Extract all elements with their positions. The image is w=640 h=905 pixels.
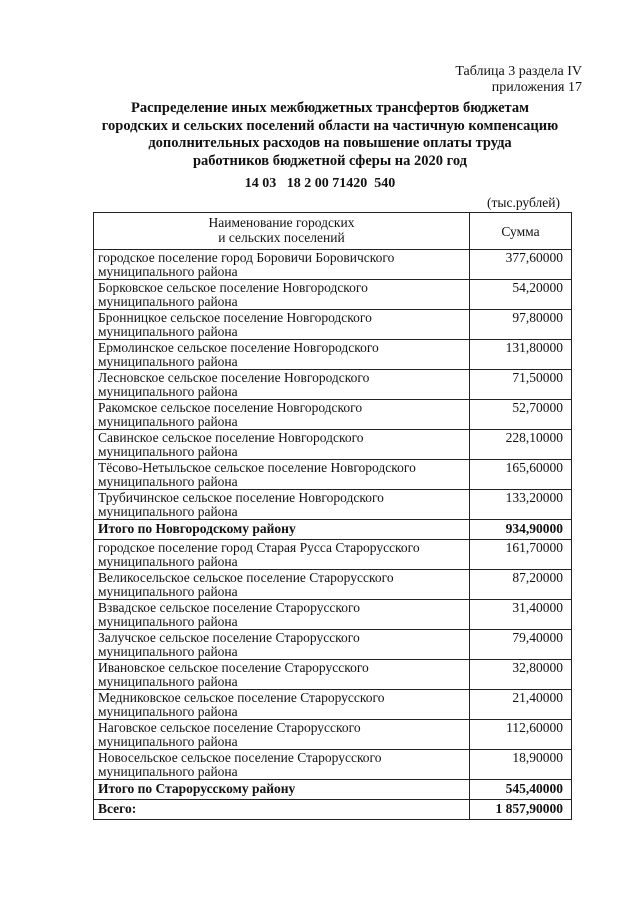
settlement-district-line: муниципального района (98, 503, 238, 519)
settlement-name-line: Великосельское сельское поселение Старорусского (98, 570, 394, 585)
settlement-name-cell (94, 340, 470, 370)
settlement-name-line: Тёсово-Нетыльское сельское поселение Новгородского (98, 460, 416, 475)
settlement-name-cell (94, 310, 470, 340)
settlement-district-line: муниципального района (98, 383, 238, 399)
amount-cell: 97,80000 (470, 310, 572, 340)
table-row (94, 400, 572, 430)
settlement-name-line: Ракомское сельское поселение Новгородского (98, 400, 363, 415)
document-title (60, 100, 600, 170)
amount-cell: 71,50000 (470, 370, 572, 400)
appendix-label: приложения 17 (491, 80, 582, 95)
amount-cell: 21,40000 (470, 690, 572, 720)
title-line: Распределение иных межбюджетных трансфертов бюджетам (131, 100, 529, 116)
total-label-cell: Итого по Новгородскому району (94, 520, 470, 540)
settlement-district-line: муниципального района (98, 733, 238, 749)
settlement-district-line: муниципального района (98, 443, 238, 459)
settlement-name-line: Бронницкое сельское поселение Новгородского (98, 310, 372, 325)
table-reference (455, 64, 582, 96)
table-row (94, 630, 572, 660)
settlement-name-cell (94, 460, 470, 490)
table-row (94, 460, 572, 490)
amount-cell: 32,80000 (470, 660, 572, 690)
settlement-name-line: Савинское сельское поселение Новгородского (98, 430, 364, 445)
table-header-row (94, 213, 572, 250)
table-row (94, 310, 572, 340)
amount-cell: 18,90000 (470, 750, 572, 780)
amount-cell: 165,60000 (470, 460, 572, 490)
column-header-sum: Сумма (470, 213, 572, 250)
table-row (94, 570, 572, 600)
settlement-name-cell (94, 690, 470, 720)
table-row (94, 280, 572, 310)
table-body (94, 250, 572, 820)
settlement-name-cell (94, 750, 470, 780)
settlement-name-line: Взвадское сельское поселение Старорусского (98, 600, 360, 615)
table-number-label: Таблица 3 раздела IV (455, 64, 582, 79)
table-row (94, 340, 572, 370)
settlement-name-line: Медниковское сельское поселение Старорусского (98, 690, 385, 705)
units-label: (тыс.рублей) (487, 195, 560, 210)
column-header-name-line: Наименование городских (208, 215, 355, 230)
settlement-name-line: Трубичинское сельское поселение Новгородского (98, 490, 384, 505)
amount-cell: 133,20000 (470, 490, 572, 520)
total-label-cell: Итого по Старорусскому району (94, 780, 470, 800)
settlement-name-cell (94, 280, 470, 310)
settlement-name-cell (94, 570, 470, 600)
table-row (94, 490, 572, 520)
settlement-name-cell (94, 400, 470, 430)
amount-cell: 228,10000 (470, 430, 572, 460)
table-total-row (94, 780, 572, 800)
settlement-district-line: муниципального района (98, 643, 238, 659)
table-row (94, 600, 572, 630)
amount-cell: 545,40000 (470, 780, 572, 800)
settlement-name-line: Лесновское сельское поселение Новгородского (98, 370, 370, 385)
settlement-district-line: муниципального района (98, 323, 238, 339)
settlement-name-cell (94, 540, 470, 570)
settlement-name-cell (94, 490, 470, 520)
settlement-district-line: муниципального района (98, 413, 238, 429)
settlement-name-line: Ивановское сельское поселение Старорусского (98, 660, 369, 675)
settlement-name-line: Наговское сельское поселение Старорусского (98, 720, 361, 735)
amount-cell: 131,80000 (470, 340, 572, 370)
amount-cell: 377,60000 (470, 250, 572, 280)
settlement-name-line: Борковское сельское поселение Новгородского (98, 280, 368, 295)
total-label-cell: Всего: (94, 800, 470, 820)
column-header-name-line: и сельских поселений (218, 230, 345, 245)
amount-cell: 52,70000 (470, 400, 572, 430)
table-row (94, 430, 572, 460)
amount-cell: 161,70000 (470, 540, 572, 570)
table-row (94, 660, 572, 690)
settlement-name-cell (94, 600, 470, 630)
settlement-name-cell (94, 430, 470, 460)
amount-cell: 54,20000 (470, 280, 572, 310)
settlement-name-cell (94, 250, 470, 280)
settlement-district-line: муниципального района (98, 613, 238, 629)
settlement-district-line: муниципального района (98, 353, 238, 369)
title-line: городских и сельских поселений области на частичную компенсацию (101, 117, 559, 134)
settlement-district-line: муниципального района (98, 763, 238, 779)
settlement-district-line: муниципального района (98, 673, 238, 689)
table-total-row (94, 800, 572, 820)
amount-cell: 87,20000 (470, 570, 572, 600)
settlement-name-line: городское поселение город Старая Русса Старорусского (98, 540, 420, 555)
table-total-row (94, 520, 572, 540)
column-header-name (94, 213, 470, 250)
settlement-name-cell (94, 720, 470, 750)
amount-cell: 79,40000 (470, 630, 572, 660)
transfers-table (93, 212, 572, 820)
settlement-name-line: Ермолинское сельское поселение Новгородского (98, 340, 379, 355)
settlement-district-line: муниципального района (98, 583, 238, 599)
title-line: дополнительных расходов на повышение оплаты труда (148, 135, 512, 151)
settlement-name-cell (94, 630, 470, 660)
table-row (94, 250, 572, 280)
settlement-district-line: муниципального района (98, 473, 238, 489)
settlement-name-line: городское поселение город Боровичи Боровичского (98, 250, 395, 265)
table-row (94, 370, 572, 400)
settlement-name-line: Новосельское сельское поселение Старорусского (98, 750, 382, 765)
amount-cell: 1 857,90000 (470, 800, 572, 820)
table-row (94, 750, 572, 780)
amount-cell: 112,60000 (470, 720, 572, 750)
amount-cell: 934,90000 (470, 520, 572, 540)
settlement-name-cell (94, 660, 470, 690)
settlement-district-line: муниципального района (98, 703, 238, 719)
table-row (94, 690, 572, 720)
settlement-district-line: муниципального района (98, 263, 238, 279)
table-row (94, 720, 572, 750)
title-line: работников бюджетной сферы на 2020 год (192, 152, 468, 169)
amount-cell: 31,40000 (470, 600, 572, 630)
budget-classification-code: 14 03 18 2 00 71420 540 (244, 176, 396, 191)
settlement-name-line: Залучское сельское поселение Старорусского (98, 630, 360, 645)
table-row (94, 540, 572, 570)
settlement-name-cell (94, 370, 470, 400)
settlement-district-line: муниципального района (98, 553, 238, 569)
settlement-district-line: муниципального района (98, 293, 238, 309)
